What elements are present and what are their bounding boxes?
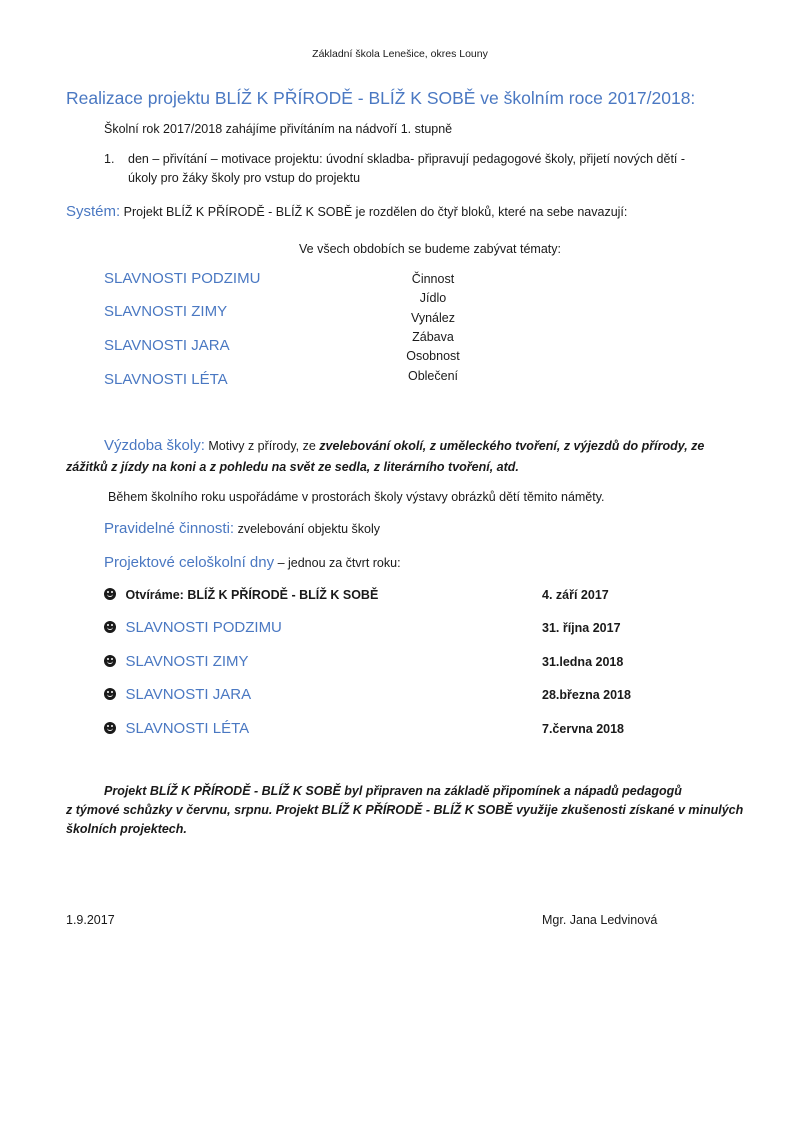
closing-line1: Projekt BLÍŽ K PŘÍRODĚ - BLÍŽ K SOBĚ byl připraven na základě připomínek a nápadů pedagogů — [104, 784, 682, 798]
event-date: 7.června 2018 — [542, 722, 625, 736]
event-date: 31. října 2017 — [542, 621, 621, 635]
list-item-line1: den – přivítání – motivace projektu: úvodní skladba- připravují pedagogové školy, přijetí nových dětí - — [128, 152, 686, 166]
event-row — [104, 619, 282, 636]
smiley-icon — [104, 688, 116, 700]
decoration-label: Výzdoba školy: — [104, 437, 205, 454]
event-row — [104, 588, 378, 602]
list-item-line2: úkoly pro žáky školy pro vstup do projektu — [128, 171, 361, 185]
footer-author: Mgr. Jana Ledvinová — [542, 913, 658, 927]
season-spring: SLAVNOSTI JARA — [104, 337, 230, 354]
topic-item: Zábava — [412, 330, 454, 344]
smiley-icon — [104, 655, 116, 667]
smiley-icon — [104, 621, 116, 633]
season-autumn: SLAVNOSTI PODZIMU — [104, 270, 261, 287]
topic-item: Činnost — [411, 272, 455, 286]
event-date: 28.března 2018 — [542, 688, 631, 702]
system-section — [66, 203, 627, 220]
decoration-emphasis: zvelebování okolí, z uměleckého tvoření, z výjezdů do přírody, ze — [319, 439, 705, 453]
season-winter: SLAVNOSTI ZIMY — [104, 303, 228, 320]
closing-line3: školních projektech. — [66, 822, 187, 836]
event-date: 31.ledna 2018 — [542, 655, 624, 669]
topic-item: Vynález — [410, 311, 455, 325]
topic-item: Osobnost — [406, 349, 460, 363]
event-date: 4. září 2017 — [542, 588, 609, 602]
decoration-line1 — [104, 437, 704, 454]
system-text: Projekt BLÍŽ K PŘÍRODĚ - BLÍŽ K SOBĚ je rozdělen do čtyř bloků, které na sebe navazují: — [123, 205, 628, 219]
topic-item: Jídlo — [419, 291, 447, 305]
season-summer: SLAVNOSTI LÉTA — [104, 371, 228, 388]
event-row — [104, 686, 251, 703]
regular-activities — [104, 520, 380, 537]
event-name: SLAVNOSTI JARA — [125, 686, 252, 703]
smiley-icon — [104, 588, 116, 600]
intro-text: Školní rok 2017/2018 zahájíme přivítáním na nádvoří 1. stupně — [104, 122, 453, 136]
project-days — [104, 554, 401, 571]
footer-date: 1.9.2017 — [66, 913, 115, 927]
regular-text: zvelebování objektu školy — [237, 522, 381, 536]
smiley-icon — [104, 722, 116, 734]
exhibitions-text: Během školního roku uspořádáme v prostorách školy výstavy obrázků dětí těmito náměty. — [108, 490, 605, 504]
event-name: SLAVNOSTI ZIMY — [125, 653, 249, 670]
project-days-label: Projektové celoškolní dny — [104, 554, 275, 571]
list-number: 1. — [104, 152, 115, 166]
closing-line2: z týmové schůzky v červnu, srpnu. Projekt BLÍŽ K PŘÍRODĚ - BLÍŽ K SOBĚ využije zkušenosti získané v minulých — [66, 803, 744, 817]
document-title: Realizace projektu BLÍŽ K PŘÍRODĚ - BLÍŽ K SOBĚ ve školním roce 2017/2018: — [66, 88, 696, 108]
regular-label: Pravidelné činnosti: — [104, 520, 235, 537]
topics-intro: Ve všech obdobích se budeme zabývat tématy: — [299, 242, 561, 256]
document-header: Základní škola Lenešice, okres Louny — [312, 48, 488, 60]
system-label: Systém: — [66, 203, 121, 220]
project-days-text: – jednou za čtvrt roku: — [277, 556, 401, 570]
decoration-text: Motivy z přírody, ze — [208, 439, 320, 453]
topic-item: Oblečení — [407, 369, 459, 383]
event-name: SLAVNOSTI PODZIMU — [125, 619, 282, 636]
event-row — [104, 720, 249, 737]
decoration-line2: zážitků z jízdy na koni a z pohledu na svět ze sedla, z literárního tvoření, atd. — [66, 460, 519, 474]
event-name: Otvíráme: BLÍŽ K PŘÍRODĚ - BLÍŽ K SOBĚ — [125, 588, 379, 602]
event-name: SLAVNOSTI LÉTA — [125, 720, 250, 737]
event-row — [104, 653, 249, 670]
